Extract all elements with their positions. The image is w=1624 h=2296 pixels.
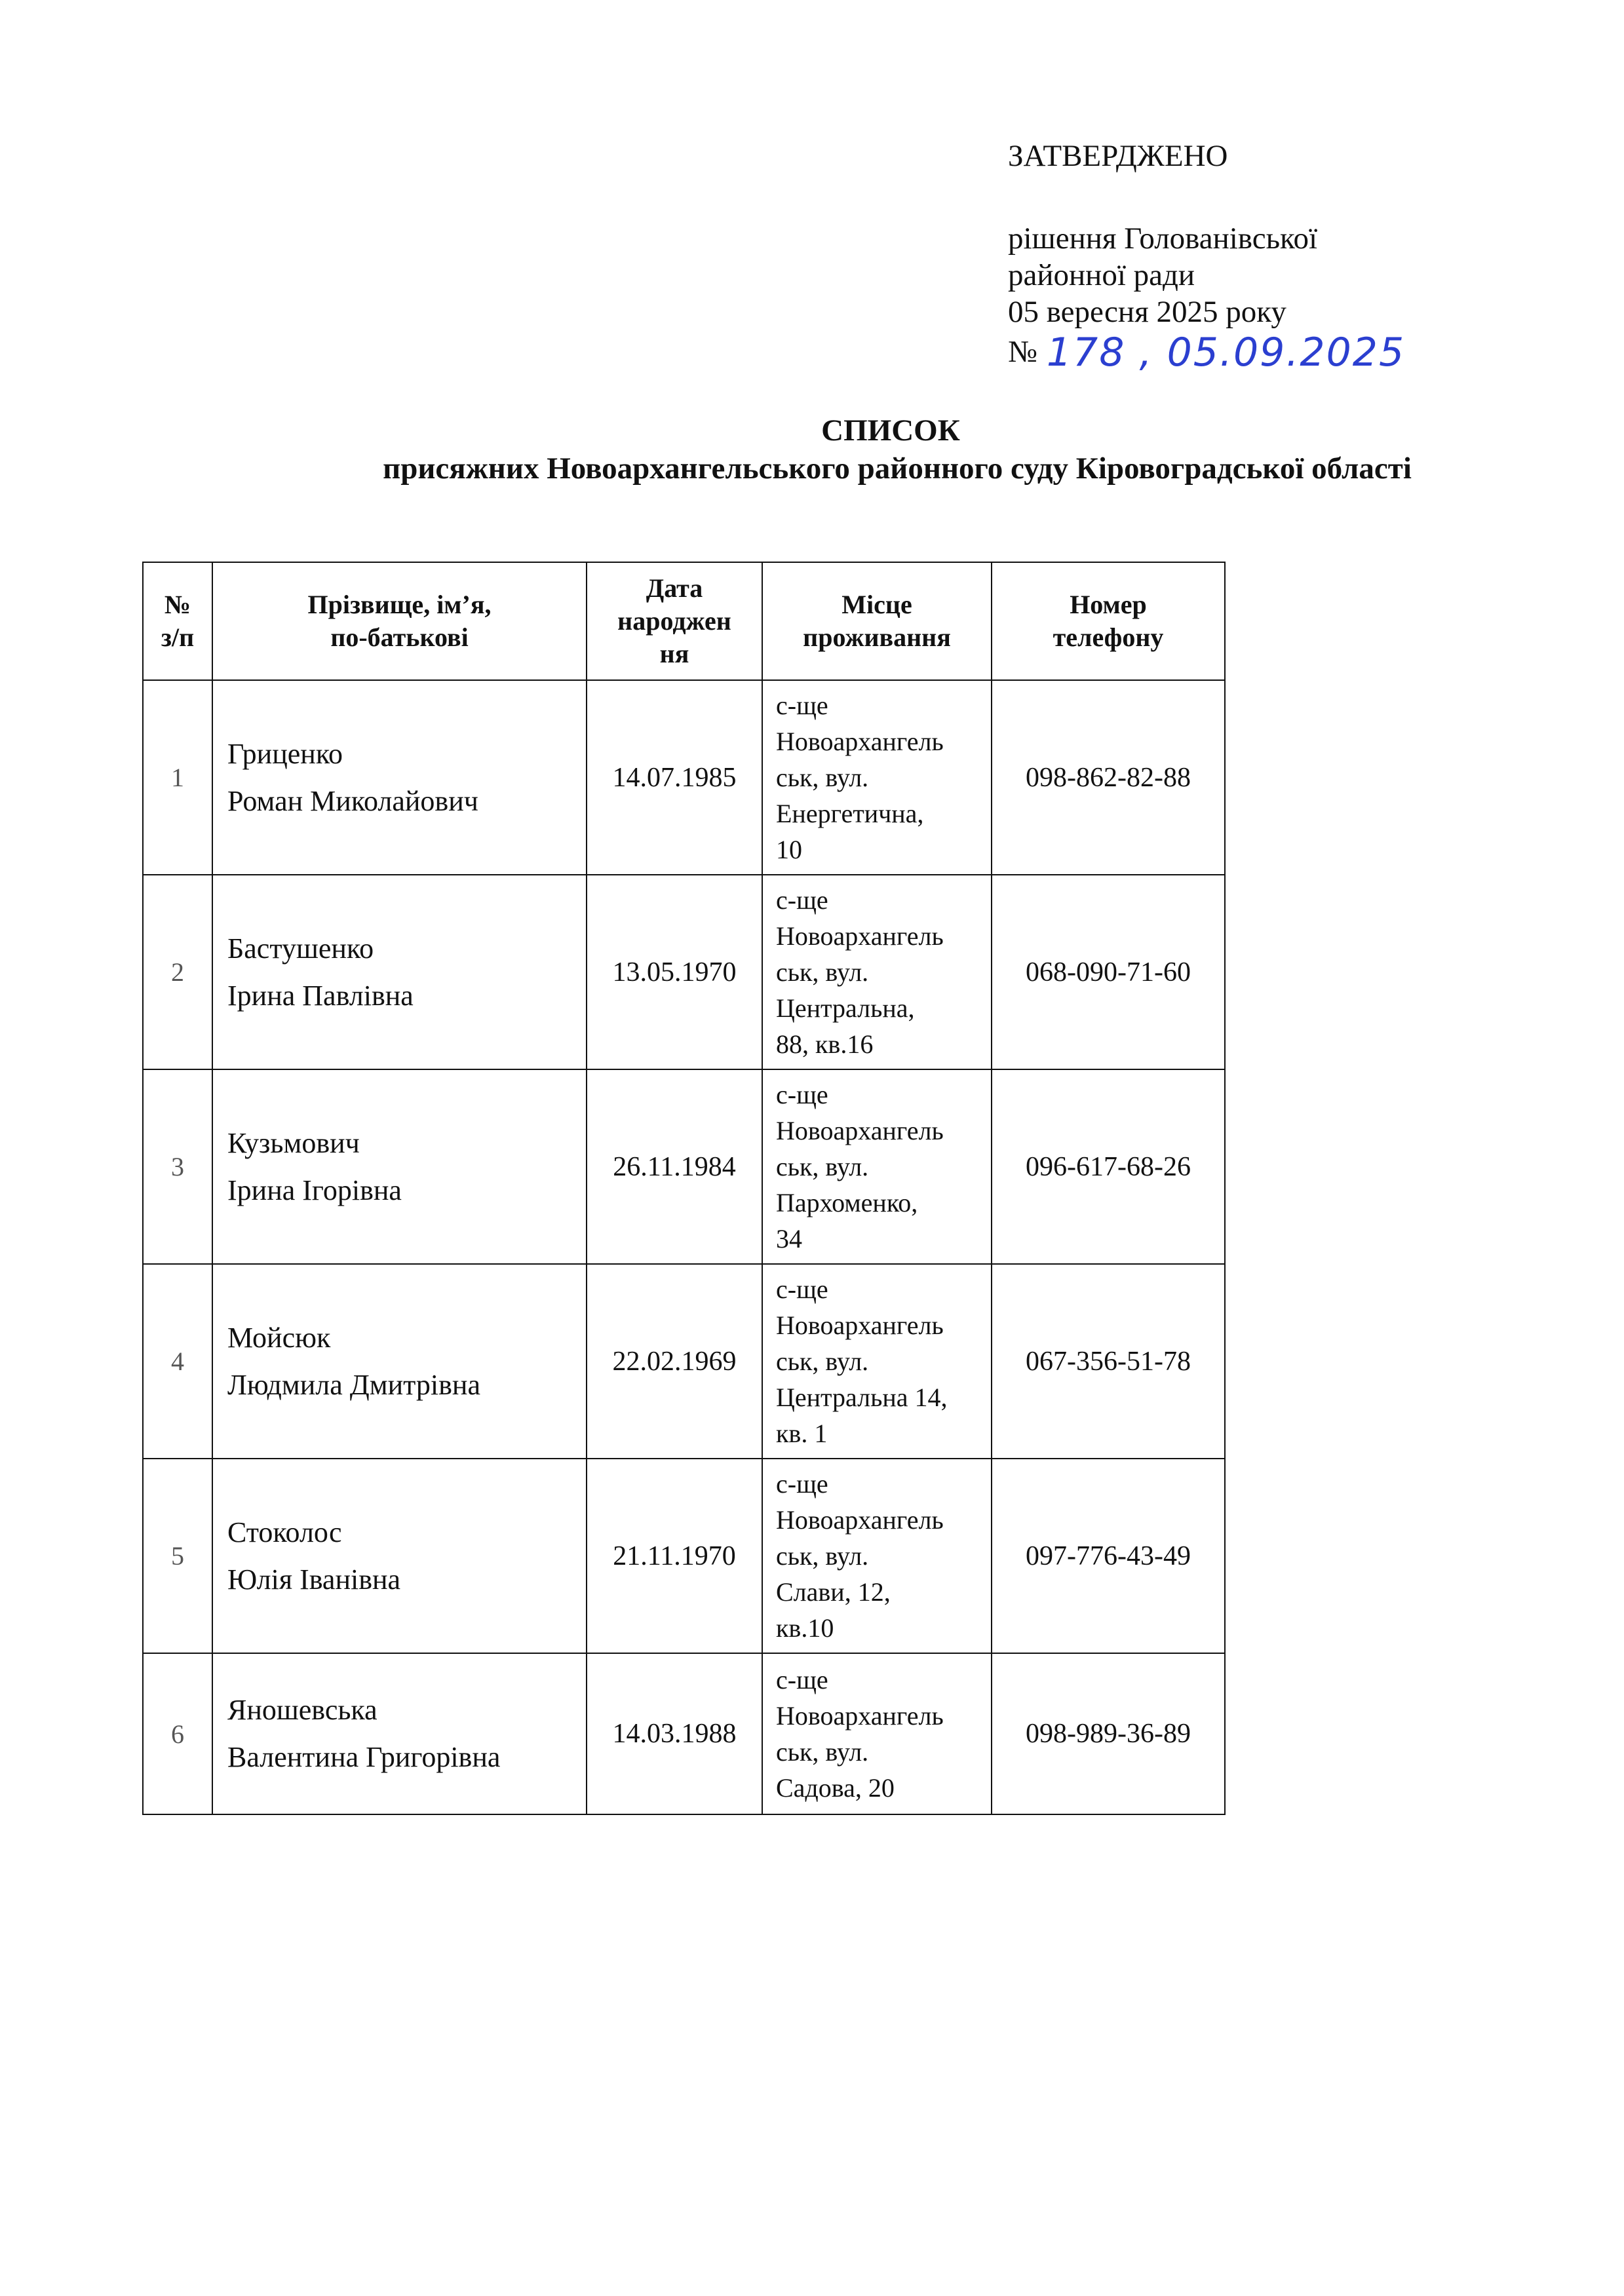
juror-name xyxy=(212,680,587,875)
juror-dob: 14.07.1985 xyxy=(587,680,762,875)
juror-phone: 068-090-71-60 xyxy=(992,875,1225,1069)
juror-address: с-ще Новоархангель ськ, вул. Центральна 14, кв. 1 xyxy=(762,1264,992,1459)
juror-address: с-ще Новоархангель ськ, вул. Садова, 20 xyxy=(762,1653,992,1814)
juror-given-names: Ірина Павлівна xyxy=(227,979,414,1012)
decision-date: 05 вересня 2025 року xyxy=(1008,295,1286,329)
juror-dob: 26.11.1984 xyxy=(587,1069,762,1264)
document-title: СПИСОК xyxy=(821,413,960,448)
document-subtitle: присяжних Новоархангельського районного суду Кіровоградської області xyxy=(383,451,1412,486)
juror-address: с-ще Новоархангель ськ, вул. Центральна, 88, кв.16 xyxy=(762,875,992,1069)
table-row xyxy=(143,1653,1225,1814)
juror-dob: 21.11.1970 xyxy=(587,1459,762,1653)
juror-dob: 13.05.1970 xyxy=(587,875,762,1069)
table-header-row xyxy=(143,562,1225,680)
decision-line-1: рішення Голованівської xyxy=(1008,221,1318,256)
juror-name xyxy=(212,1459,587,1653)
jurors-table xyxy=(142,562,1226,1815)
row-number: 4 xyxy=(143,1264,212,1459)
juror-given-names: Ірина Ігорівна xyxy=(227,1174,402,1206)
juror-address: с-ще Новоархангель ськ, вул. Енергетична, 10 xyxy=(762,680,992,875)
row-number: 2 xyxy=(143,875,212,1069)
juror-surname: Кузьмович xyxy=(227,1126,360,1159)
juror-given-names: Роман Миколайович xyxy=(227,784,478,817)
decision-line-2: районної ради xyxy=(1008,258,1195,292)
table-row xyxy=(143,1459,1225,1653)
juror-surname: Гриценко xyxy=(227,737,343,770)
juror-phone: 098-862-82-88 xyxy=(992,680,1225,875)
row-number: 5 xyxy=(143,1459,212,1653)
juror-phone: 067-356-51-78 xyxy=(992,1264,1225,1459)
juror-surname: Бастушенко xyxy=(227,932,374,965)
approval-block xyxy=(1008,138,1406,375)
juror-surname: Яношевська xyxy=(227,1694,377,1726)
row-number: 3 xyxy=(143,1069,212,1264)
table-row xyxy=(143,1264,1225,1459)
juror-phone: 096-617-68-26 xyxy=(992,1069,1225,1264)
juror-name xyxy=(212,1264,587,1459)
juror-surname: Мойсюк xyxy=(227,1321,331,1354)
header-num: № з/п xyxy=(143,562,212,680)
header-dob: Дата народжен ня xyxy=(587,562,762,680)
juror-given-names: Валентина Григорівна xyxy=(227,1741,501,1773)
table-row xyxy=(143,875,1225,1069)
row-number: 1 xyxy=(143,680,212,875)
document-title-block xyxy=(0,411,1624,488)
juror-given-names: Людмила Дмитрівна xyxy=(227,1368,480,1401)
header-phone: Номер телефону xyxy=(992,562,1225,680)
header-address: Місце проживання xyxy=(762,562,992,680)
table-row xyxy=(143,680,1225,875)
juror-surname: Стоколос xyxy=(227,1516,342,1548)
header-name: Прізвище, ім’я, по-батькові xyxy=(212,562,587,680)
juror-name xyxy=(212,1069,587,1264)
juror-phone: 097-776-43-49 xyxy=(992,1459,1225,1653)
juror-phone: 098-989-36-89 xyxy=(992,1653,1225,1814)
row-number: 6 xyxy=(143,1653,212,1814)
table-row xyxy=(143,1069,1225,1264)
handwritten-number: 178 , 05.09.2025 xyxy=(1046,330,1406,375)
decision-number xyxy=(1008,330,1406,375)
juror-address: с-ще Новоархангель ськ, вул. Слави, 12, кв.10 xyxy=(762,1459,992,1653)
juror-name xyxy=(212,875,587,1069)
juror-address: с-ще Новоархангель ськ, вул. Пархоменко, 34 xyxy=(762,1069,992,1264)
juror-dob: 22.02.1969 xyxy=(587,1264,762,1459)
number-prefix: № xyxy=(1008,335,1037,369)
juror-dob: 14.03.1988 xyxy=(587,1653,762,1814)
approval-label: ЗАТВЕРДЖЕНО xyxy=(1008,139,1228,173)
juror-name xyxy=(212,1653,587,1814)
juror-given-names: Юлія Іванівна xyxy=(227,1563,401,1596)
